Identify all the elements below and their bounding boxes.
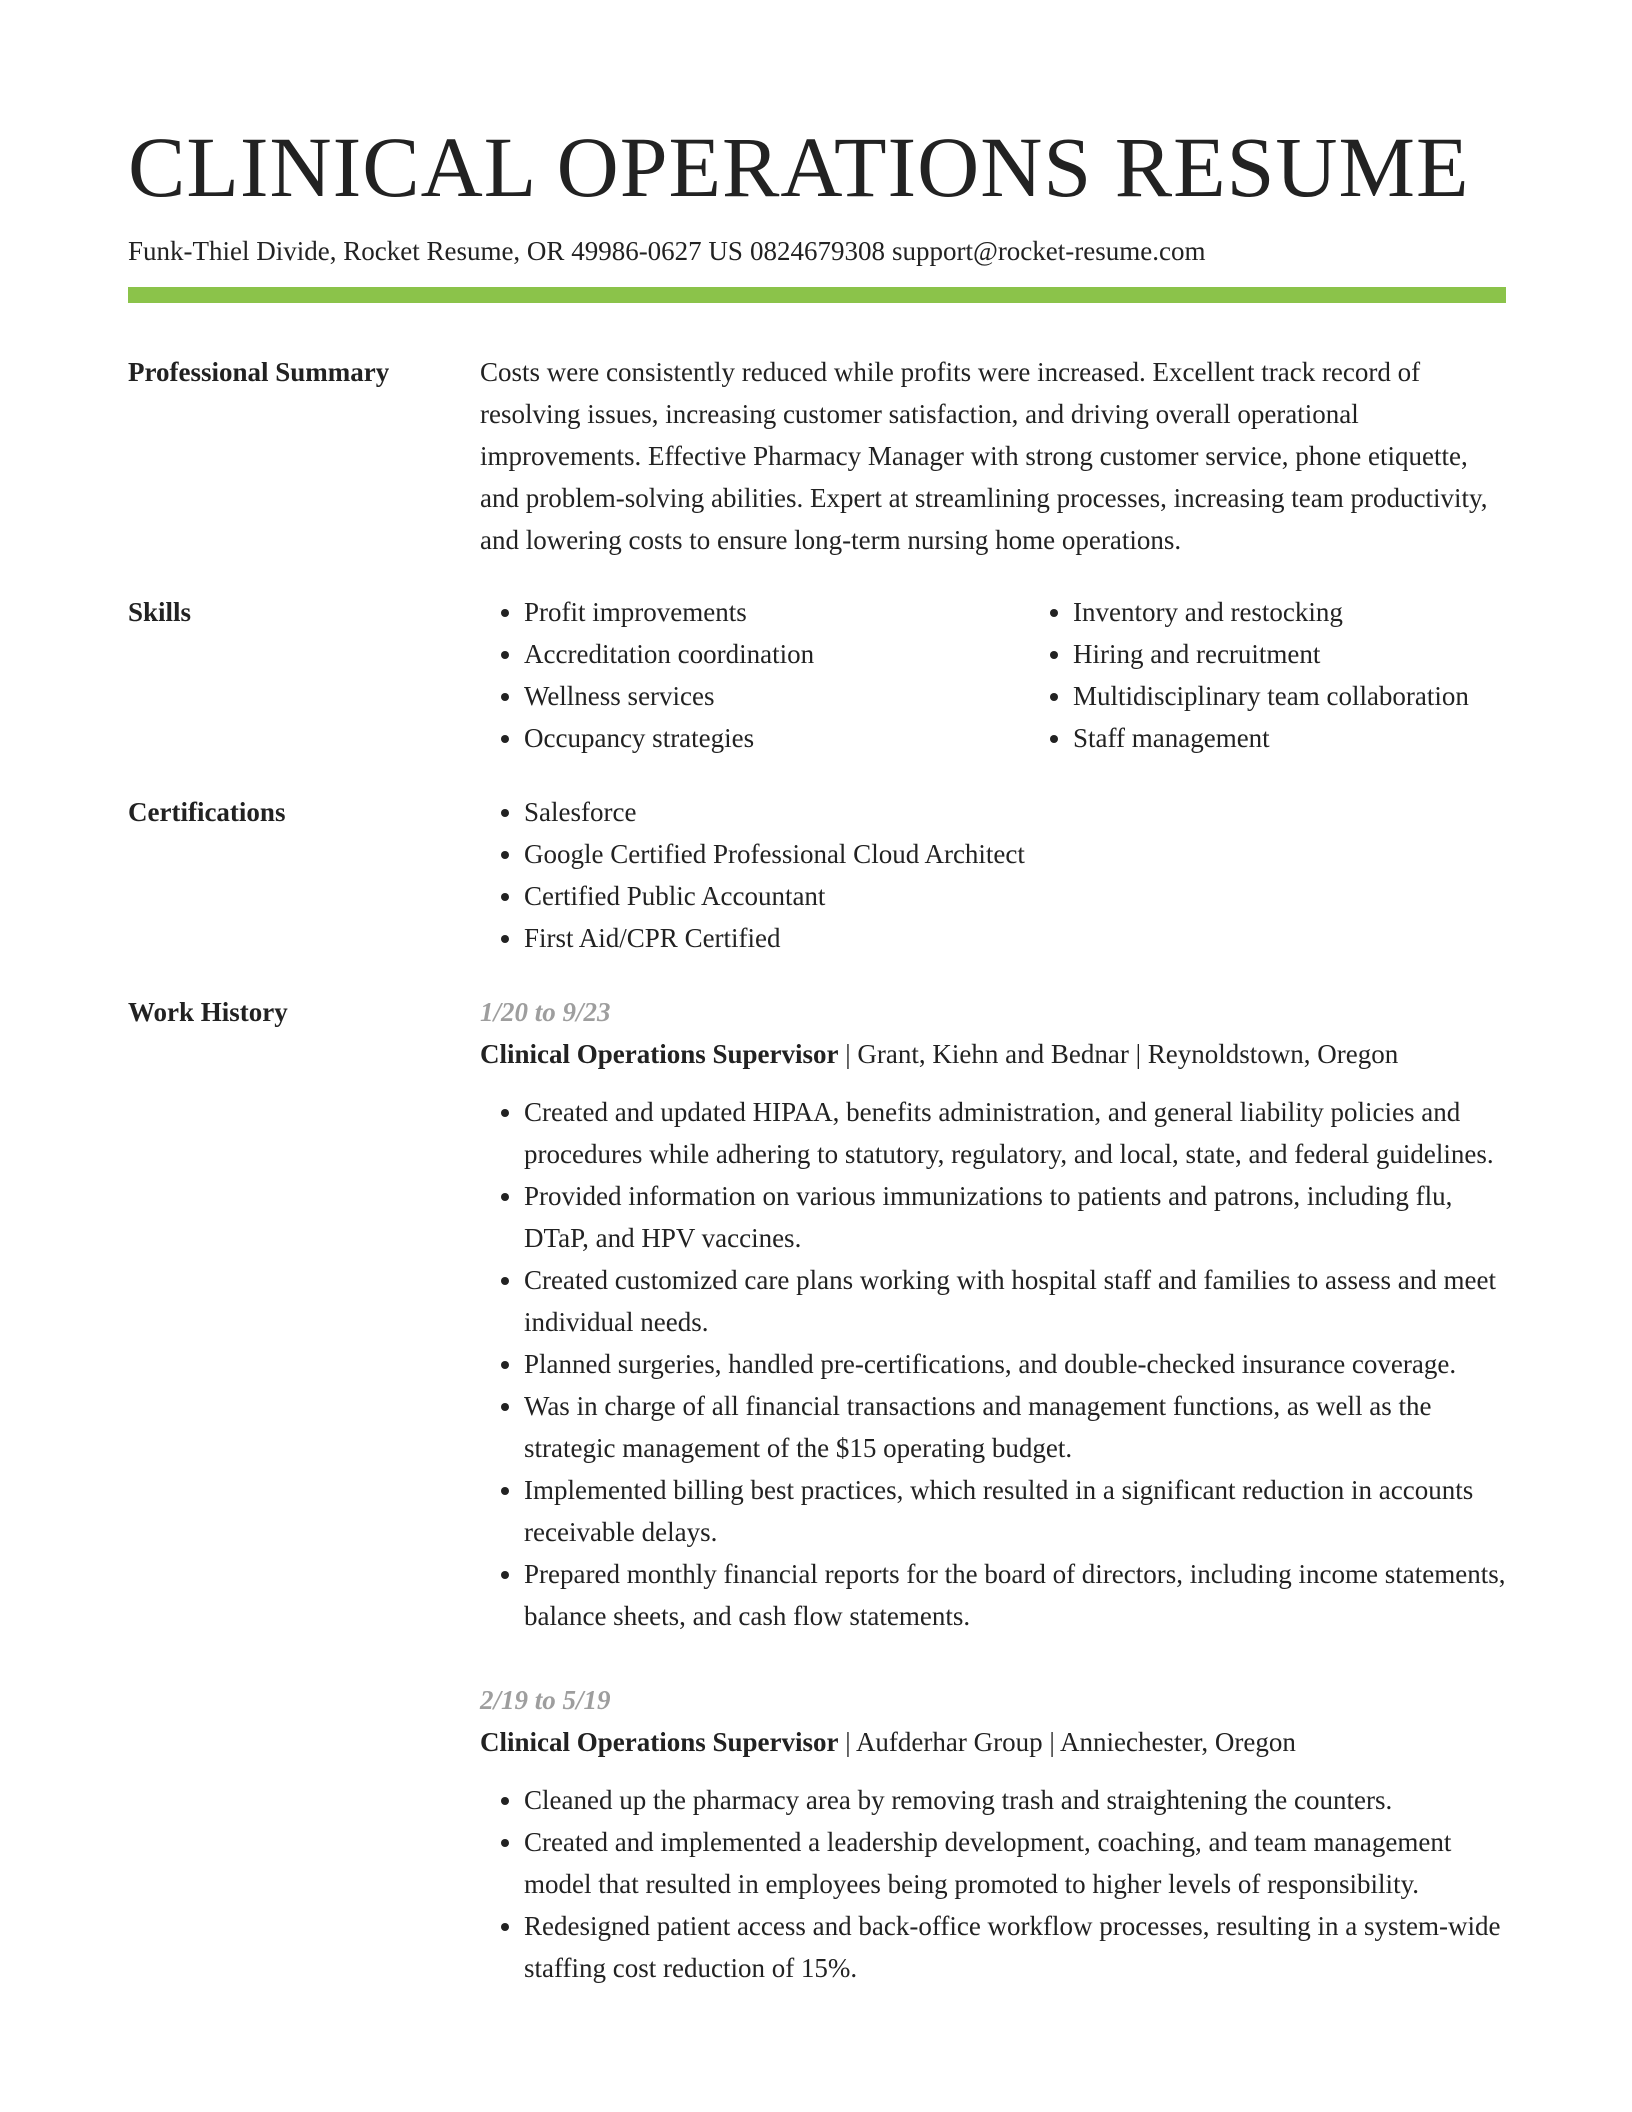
contact-address: Funk-Thiel Divide, Rocket Resume, OR 49986-0627 US bbox=[128, 235, 743, 266]
certifications-list bbox=[480, 791, 1506, 959]
job-bullet: • Prepared monthly financial reports for the board of directors, including income statements, balance sheets, and cash flow statements. bbox=[524, 1553, 1506, 1637]
job-bullet: • Redesigned patient access and back-office workflow processes, resulting in a system-wide staffing cost reduction of 15%. bbox=[524, 1905, 1506, 1989]
skill-item: • Staff management bbox=[1073, 717, 1506, 759]
section-title-certifications: Certifications bbox=[128, 796, 286, 827]
job-title-line bbox=[480, 1033, 1506, 1075]
section-title-summary: Professional Summary bbox=[128, 356, 390, 387]
job-bullet: • Created customized care plans working with hospital staff and families to assess and meet individual needs. bbox=[524, 1259, 1506, 1343]
job-title: Clinical Operations Supervisor bbox=[480, 1726, 839, 1757]
certification-item: • Certified Public Accountant bbox=[524, 875, 1506, 917]
contact-line bbox=[128, 235, 1506, 267]
job-separator: | bbox=[845, 1038, 851, 1069]
skills-list-column-2 bbox=[1029, 591, 1506, 759]
job-title-line bbox=[480, 1721, 1506, 1763]
job-separator: | bbox=[845, 1726, 851, 1757]
section-title-skills: Skills bbox=[128, 596, 192, 627]
job-bullet-list bbox=[480, 1091, 1506, 1637]
section-title-work-history: Work History bbox=[128, 996, 288, 1027]
job-dates: 1/20 to 9/23 bbox=[480, 996, 611, 1027]
job-bullet: • Provided information on various immunizations to patients and patrons, including flu, DTaP, and HPV vaccines. bbox=[524, 1175, 1506, 1259]
job-entry bbox=[480, 991, 1506, 1637]
summary-section bbox=[128, 351, 1506, 561]
job-bullet: • Implemented billing best practices, which resulted in a significant reduction in accounts receivable delays. bbox=[524, 1469, 1506, 1553]
header-divider bbox=[128, 287, 1506, 303]
certifications-section bbox=[128, 791, 1506, 959]
resume-page bbox=[128, 120, 1506, 1989]
job-company: Grant, Kiehn and Bednar bbox=[857, 1038, 1129, 1069]
job-title: Clinical Operations Supervisor bbox=[480, 1038, 839, 1069]
job-entry bbox=[480, 1679, 1506, 1989]
certification-item: • First Aid/CPR Certified bbox=[524, 917, 1506, 959]
job-bullet: • Was in charge of all financial transactions and management functions, as well as the strategic management of the $15 operating budget. bbox=[524, 1385, 1506, 1469]
contact-email: support@rocket-resume.com bbox=[891, 235, 1206, 266]
job-bullet: • Created and updated HIPAA, benefits administration, and general liability policies and procedures while adhering to statutory, regulatory, and local, state, and federal guidelines. bbox=[524, 1091, 1506, 1175]
certification-item: • Google Certified Professional Cloud Architect bbox=[524, 833, 1506, 875]
skills-list-column-1 bbox=[480, 591, 1029, 759]
skill-item: • Occupancy strategies bbox=[524, 717, 1029, 759]
summary-text: Costs were consistently reduced while profits were increased. Excellent track record of resolving issues, increasing customer satisfaction, and driving overall operational improvements. Effective Pharmacy Manager with strong customer service, phone etiquette, and problem-solving abilities. Expert at streamlining processes, increasing team productivity, and lowering costs to ensure long-term nursing home operations. bbox=[480, 356, 1488, 555]
certification-item: • Salesforce bbox=[524, 791, 1506, 833]
resume-title: CLINICAL OPERATIONS RESUME bbox=[128, 119, 1470, 215]
skill-item: • Wellness services bbox=[524, 675, 1029, 717]
job-separator: | bbox=[1135, 1038, 1141, 1069]
job-bullet: • Created and implemented a leadership development, coaching, and team management model that resulted in employees being promoted to higher levels of responsibility. bbox=[524, 1821, 1506, 1905]
job-dates: 2/19 to 5/19 bbox=[480, 1684, 611, 1715]
job-bullet: • Cleaned up the pharmacy area by removing trash and straightening the counters. bbox=[524, 1779, 1506, 1821]
job-separator: | bbox=[1049, 1726, 1055, 1757]
skills-section bbox=[128, 591, 1506, 759]
contact-phone: 0824679308 bbox=[749, 235, 885, 266]
skill-item: • Hiring and recruitment bbox=[1073, 633, 1506, 675]
work-history-section bbox=[128, 991, 1506, 1989]
job-location: Reynoldstown, Oregon bbox=[1147, 1038, 1399, 1069]
skill-item: • Multidisciplinary team collaboration bbox=[1073, 675, 1506, 717]
skill-item: • Inventory and restocking bbox=[1073, 591, 1506, 633]
job-location: Anniechester, Oregon bbox=[1060, 1726, 1296, 1757]
skill-item: • Accreditation coordination bbox=[524, 633, 1029, 675]
job-bullet: • Planned surgeries, handled pre-certifications, and double-checked insurance coverage. bbox=[524, 1343, 1506, 1385]
job-company: Aufderhar Group bbox=[855, 1726, 1043, 1757]
job-bullet-list bbox=[480, 1779, 1506, 1989]
skill-item: • Profit improvements bbox=[524, 591, 1029, 633]
